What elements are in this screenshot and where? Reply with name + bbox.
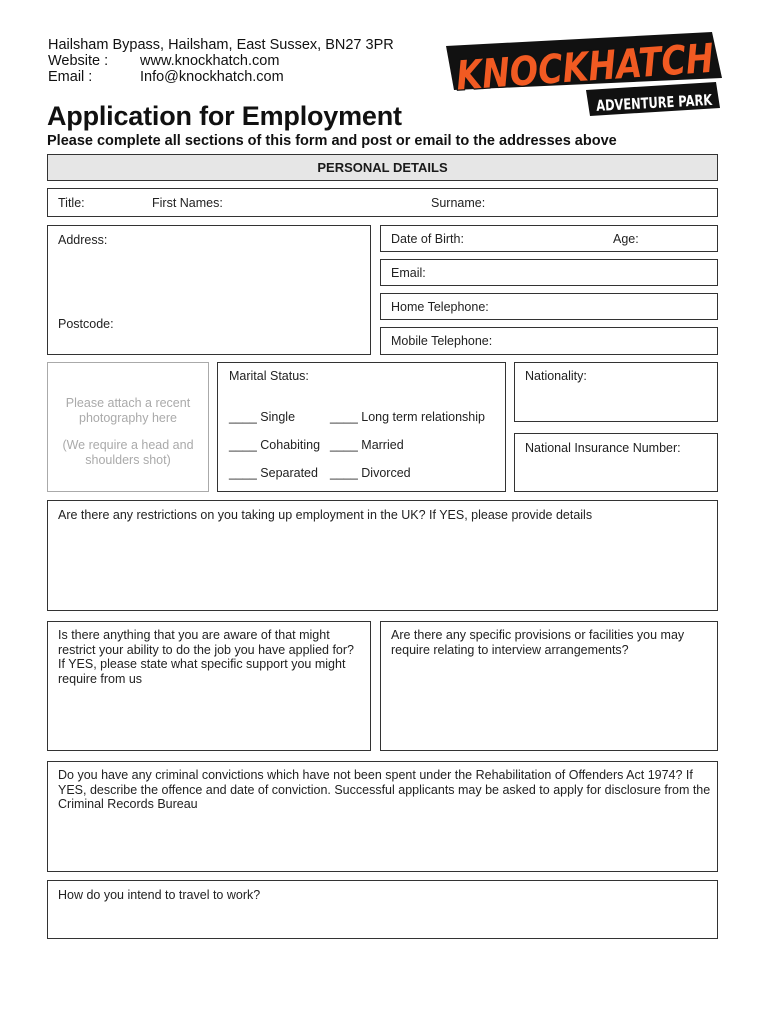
option-divorced[interactable]: ____ Divorced [330, 466, 411, 480]
nationality-field[interactable] [514, 362, 718, 422]
email-field-label: Email: [391, 266, 426, 280]
address-label: Address: [58, 233, 108, 247]
mobile-telephone-label: Mobile Telephone: [391, 334, 493, 348]
knockhatch-logo-graphic [440, 28, 730, 120]
logo-wordmark: KNOCKHATCH [454, 32, 730, 100]
age-label: Age: [613, 232, 639, 246]
option-long-term-relationship[interactable]: ____ Long term relationship [330, 410, 485, 424]
marital-status-field[interactable] [217, 362, 506, 492]
photo-note-line4: shoulders shot) [85, 453, 171, 467]
home-telephone-field[interactable] [380, 293, 718, 320]
email-field[interactable] [380, 259, 718, 286]
ability-support-field[interactable] [47, 621, 371, 751]
logo-subtitle: ADVENTURE [595, 91, 700, 115]
photo-note-line2: photography here [79, 411, 177, 425]
ability-support-question: Is there anything that you are aware of that might restrict your ability to do the job you have applied for? If YES, please state what specific support you might require from us [58, 628, 355, 686]
page-title: Application for Employment [47, 101, 402, 131]
website-link[interactable]: www.knockhatch.com [140, 53, 280, 69]
photo-note-line1: Please attach a recent [65, 396, 191, 410]
title-label: Title: [58, 196, 85, 210]
knockhatch-logo [440, 28, 730, 120]
postcode-label: Postcode: [58, 317, 114, 331]
travel-to-work-field[interactable] [47, 880, 718, 939]
dob-age-field[interactable] [380, 225, 718, 252]
restrictions-question: Are there any restrictions on you taking up employment in the UK? If YES, please provide details [58, 508, 593, 522]
page-subtitle: Please complete all sections of this form and post or email to the addresses above [47, 133, 617, 149]
photo-note-line3: (We require a head and [62, 438, 194, 452]
dob-label: Date of Birth: [391, 232, 464, 246]
photo-placeholder[interactable] [47, 362, 209, 492]
option-separated[interactable]: ____ Separated [229, 466, 318, 480]
address-field[interactable] [47, 225, 371, 355]
option-cohabiting[interactable]: ____ Cohabiting [229, 438, 321, 452]
mobile-telephone-field[interactable] [380, 327, 718, 355]
restrictions-field[interactable] [47, 500, 718, 611]
criminal-convictions-question: Do you have any criminal convictions which have not been spent under the Rehabilitation of Offenders Act 1974? If YES, describe the offence and date of conviction. Successful applicants may be asked to apply for disclosure from the Criminal Records Bureau [58, 768, 711, 811]
address-line: Hailsham Bypass, Hailsham, East Sussex, BN27 3PR [48, 37, 394, 53]
interview-provisions-field[interactable] [380, 621, 718, 751]
national-insurance-label: National Insurance Number: [525, 441, 681, 455]
email-label: Email : [48, 69, 93, 85]
first-names-label: First Names: [152, 196, 223, 210]
email-link[interactable]: Info@knockhatch.com [140, 69, 284, 85]
website-label: Website : [48, 53, 109, 69]
interview-provisions-question: Are there any specific provisions or facilities you may require relating to interview arrangements? [391, 628, 685, 657]
criminal-convictions-field[interactable] [47, 761, 718, 872]
name-row-field[interactable] [47, 188, 718, 217]
nationality-label: Nationality: [525, 369, 587, 383]
home-telephone-label: Home Telephone: [391, 300, 489, 314]
surname-label: Surname: [431, 196, 486, 210]
marital-status-label: Marital Status: [229, 369, 309, 383]
option-married[interactable]: ____ Married [330, 438, 404, 452]
travel-to-work-question: How do you intend to travel to work? [58, 888, 261, 902]
section-header-personal-details: PERSONAL DETAILS [47, 154, 718, 181]
national-insurance-field[interactable] [514, 433, 718, 492]
option-single[interactable]: ____ Single [229, 410, 296, 424]
